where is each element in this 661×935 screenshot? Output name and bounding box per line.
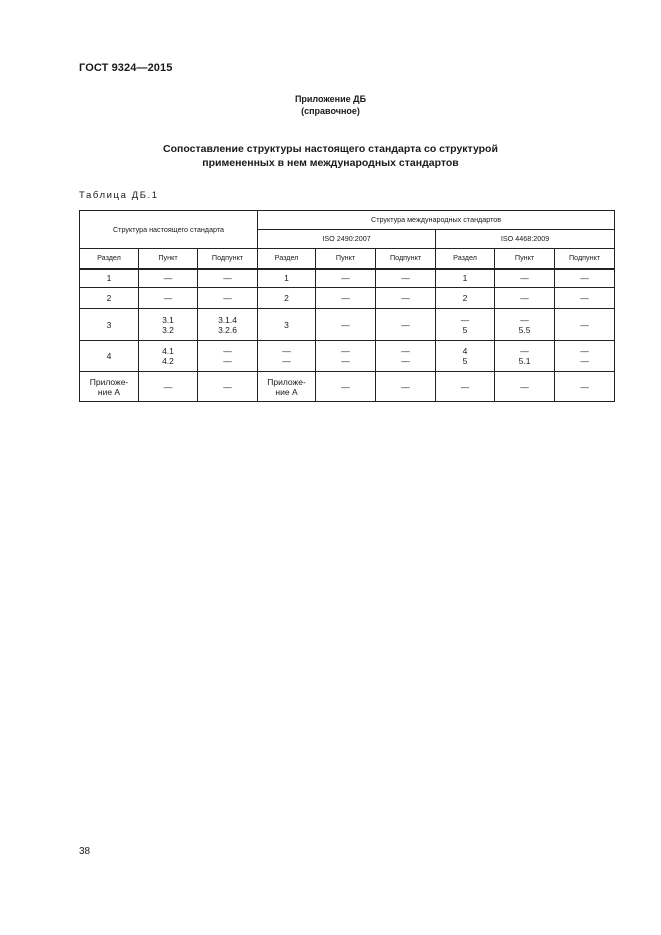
cell-line: Приложе- <box>89 376 129 387</box>
cell-line: — <box>520 314 529 325</box>
header-iso-4468: ISO 4468:2009 <box>436 230 615 249</box>
cell-line: — <box>520 381 529 392</box>
table-cell <box>258 341 316 372</box>
table-cell <box>80 341 139 372</box>
cell-line: — <box>223 346 232 356</box>
cell-line: 2 <box>106 293 112 303</box>
table-cell <box>198 288 258 309</box>
table-cell <box>258 372 316 402</box>
cell-line: — <box>580 346 589 356</box>
cell-line: — <box>520 273 529 284</box>
table-cell <box>80 269 139 288</box>
cell-line: 3.2 <box>162 324 174 335</box>
table-caption: Таблица ДБ.1 <box>79 190 159 201</box>
table-row <box>80 288 615 309</box>
cell-line: Приложе- <box>267 376 306 387</box>
table-cell <box>376 341 436 372</box>
cell-line: 5 <box>462 356 468 366</box>
appendix-heading <box>0 93 661 117</box>
table-cell <box>198 341 258 372</box>
table-cell <box>495 341 555 372</box>
table-cell <box>316 372 376 402</box>
cell-line: — <box>580 381 589 392</box>
table-row <box>80 309 615 341</box>
cell-line: 4.2 <box>162 356 174 366</box>
column-header: Пункт <box>139 249 198 269</box>
cell-line: — <box>580 273 589 284</box>
cell-line: — <box>282 346 291 356</box>
table-cell <box>139 269 198 288</box>
table-cell <box>376 288 436 309</box>
page-number: 38 <box>79 846 91 857</box>
cell-line: — <box>520 346 529 356</box>
cell-line: — <box>401 293 410 303</box>
table-cell <box>198 269 258 288</box>
column-header: Пункт <box>316 249 376 269</box>
table-cell <box>376 269 436 288</box>
appendix-title: Приложение ДБ <box>294 94 367 104</box>
cell-line: — <box>520 293 529 303</box>
cell-line: — <box>163 381 173 392</box>
table-cell <box>376 309 436 341</box>
cell-line: — <box>223 356 232 366</box>
table-cell <box>258 288 316 309</box>
table-cell <box>555 372 615 402</box>
column-header: Раздел <box>436 249 495 269</box>
table-cell <box>436 372 495 402</box>
cell-line: 1 <box>284 273 289 284</box>
table-cell <box>80 372 139 402</box>
cell-line: — <box>341 319 350 330</box>
cell-line: ние А <box>97 386 121 397</box>
table-body <box>80 269 615 402</box>
header-iso-2490: ISO 2490:2007 <box>258 230 436 249</box>
table-cell <box>316 341 376 372</box>
cell-line: 1 <box>462 273 468 284</box>
table-cell <box>80 309 139 341</box>
table-cell <box>139 309 198 341</box>
appendix-note: (справочное) <box>301 106 360 116</box>
column-header: Раздел <box>258 249 316 269</box>
cell-line: 4 <box>462 346 468 356</box>
cell-line: — <box>223 381 232 392</box>
table-cell <box>436 288 495 309</box>
table-cell <box>198 372 258 402</box>
table-row <box>80 341 615 372</box>
table-cell <box>436 309 495 341</box>
cell-line: — <box>580 319 589 330</box>
cell-line: 5.1 <box>518 356 531 366</box>
column-header: Раздел <box>80 249 139 269</box>
header-international-structure: Структура международных стандартов <box>258 211 615 230</box>
cell-line: 4 <box>106 351 112 361</box>
cell-line: — <box>460 381 470 392</box>
cell-line: — <box>341 346 350 356</box>
table-row <box>80 372 615 402</box>
table-cell <box>436 341 495 372</box>
cell-line: — <box>341 273 350 284</box>
cell-line: — <box>341 293 350 303</box>
cell-line: — <box>401 319 410 330</box>
cell-line: 4.1 <box>162 346 174 356</box>
table-cell <box>139 341 198 372</box>
document-header: ГОСТ 9324—2015 <box>79 62 173 74</box>
cell-line: — <box>401 346 410 356</box>
column-header: Подпункт <box>555 249 615 269</box>
table-cell <box>555 288 615 309</box>
cell-line: 3.1 <box>162 314 174 325</box>
cell-line: 2 <box>462 293 468 303</box>
cell-line: — <box>223 293 232 303</box>
table-cell <box>495 288 555 309</box>
main-title <box>0 142 661 170</box>
column-header: Подпункт <box>376 249 436 269</box>
header-national-structure: Структура настоящего стандарта <box>80 211 258 249</box>
cell-line: 3.1.4 <box>218 314 237 325</box>
table-cell <box>80 288 139 309</box>
cell-line: — <box>223 273 232 284</box>
cell-line: 5 <box>462 324 468 335</box>
table-cell <box>555 309 615 341</box>
cell-line: — <box>163 273 173 284</box>
table-cell <box>198 309 258 341</box>
cell-line: 5.5 <box>518 324 531 335</box>
table-cell <box>316 309 376 341</box>
cell-line: — <box>341 356 350 366</box>
cell-line: — <box>401 356 410 366</box>
cell-line: — <box>460 314 470 325</box>
cell-line: — <box>341 381 350 392</box>
cell-line: 1 <box>106 273 112 284</box>
cell-line: 3 <box>284 319 289 330</box>
column-header: Подпункт <box>198 249 258 269</box>
table-cell <box>495 309 555 341</box>
table-cell <box>495 269 555 288</box>
table-cell <box>139 372 198 402</box>
main-title-line-1: Сопоставление структуры настоящего стандарта со структурой <box>163 143 498 155</box>
cell-line: — <box>282 356 291 366</box>
table-cell <box>495 372 555 402</box>
table-cell <box>555 269 615 288</box>
table-cell <box>436 269 495 288</box>
table-cell <box>316 288 376 309</box>
table-cell <box>555 341 615 372</box>
table-cell <box>316 269 376 288</box>
cell-line: 3 <box>106 319 112 330</box>
cell-line: 3.2.6 <box>218 324 237 335</box>
cell-line: — <box>401 273 410 284</box>
cell-line: ние А <box>275 386 298 397</box>
cell-line: 2 <box>284 293 289 303</box>
table-cell <box>139 288 198 309</box>
cell-line: — <box>580 293 589 303</box>
table-row <box>80 269 615 288</box>
comparison-table <box>79 210 615 402</box>
cell-line: — <box>401 381 410 392</box>
table-cell <box>258 309 316 341</box>
cell-line: — <box>580 356 589 366</box>
column-header: Пункт <box>495 249 555 269</box>
main-title-line-2: примененных в нем международных стандартов <box>202 157 459 169</box>
table-cell <box>258 269 316 288</box>
table-cell <box>376 372 436 402</box>
cell-line: — <box>163 293 173 303</box>
